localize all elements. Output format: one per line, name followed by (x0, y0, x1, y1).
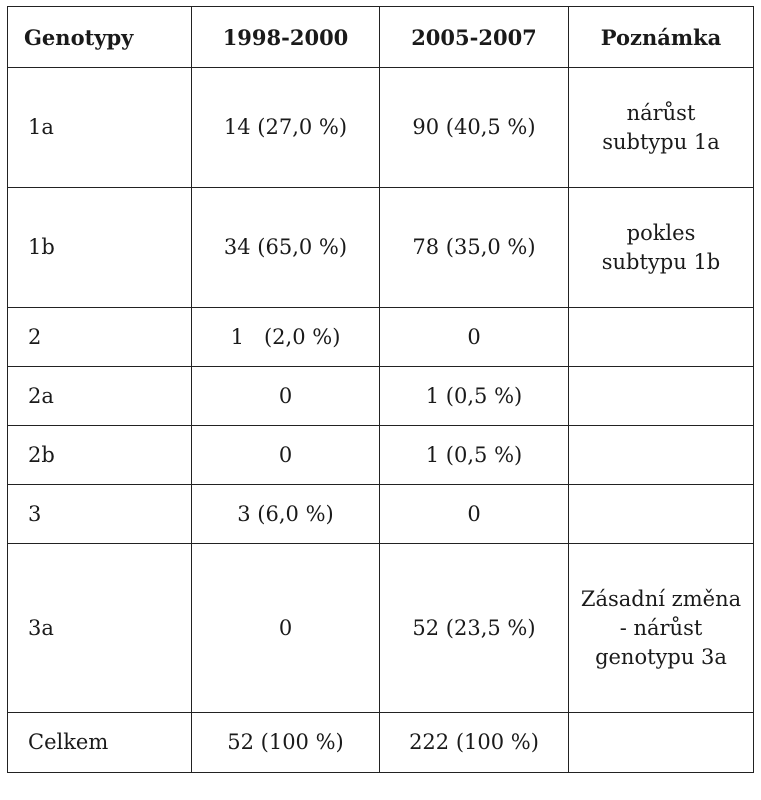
header-note: Poznámka (569, 7, 754, 68)
genotype-cell: 3 (8, 485, 192, 544)
period2-cell: 90 (40,5 %) (380, 68, 569, 188)
genotype-cell: 2b (8, 426, 192, 485)
header-period-2005-2007: 2005-2007 (380, 7, 569, 68)
period2-cell: 0 (380, 485, 569, 544)
period1-cell: 0 (192, 544, 380, 713)
period2-cell: 0 (380, 308, 569, 367)
genotype-table (7, 6, 754, 773)
period2-cell: 1 (0,5 %) (380, 426, 569, 485)
note-cell (569, 485, 754, 544)
period2-cell: 1 (0,5 %) (380, 367, 569, 426)
period1-cell: 0 (192, 426, 380, 485)
note-cell (569, 367, 754, 426)
genotype-cell: 1a (8, 68, 192, 188)
genotype-cell: 1b (8, 188, 192, 308)
period2-cell: 52 (23,5 %) (380, 544, 569, 713)
note-cell (569, 308, 754, 367)
header-genotypes: Genotypy (8, 7, 192, 68)
table-row (8, 308, 754, 367)
table-row-total (8, 713, 754, 773)
genotype-cell: 2 (8, 308, 192, 367)
note-cell: pokles subtypu 1b (569, 188, 754, 308)
table-row (8, 367, 754, 426)
period2-cell: 78 (35,0 %) (380, 188, 569, 308)
table-row (8, 426, 754, 485)
period1-cell: 14 (27,0 %) (192, 68, 380, 188)
period1-cell: 1 (2,0 %) (192, 308, 380, 367)
note-cell (569, 713, 754, 773)
table-header-row (8, 7, 754, 68)
period1-cell: 3 (6,0 %) (192, 485, 380, 544)
period2-cell: 222 (100 %) (380, 713, 569, 773)
note-cell (569, 426, 754, 485)
header-period-1998-2000: 1998-2000 (192, 7, 380, 68)
table-row (8, 544, 754, 713)
table-row (8, 188, 754, 308)
period1-cell: 34 (65,0 %) (192, 188, 380, 308)
genotype-cell: Celkem (8, 713, 192, 773)
table-row (8, 68, 754, 188)
period1-cell: 52 (100 %) (192, 713, 380, 773)
table-row (8, 485, 754, 544)
genotype-cell: 2a (8, 367, 192, 426)
genotype-cell: 3a (8, 544, 192, 713)
note-cell: nárůst subtypu 1a (569, 68, 754, 188)
period1-cell: 0 (192, 367, 380, 426)
note-cell: Zásadní změna - nárůst genotypu 3a (569, 544, 754, 713)
